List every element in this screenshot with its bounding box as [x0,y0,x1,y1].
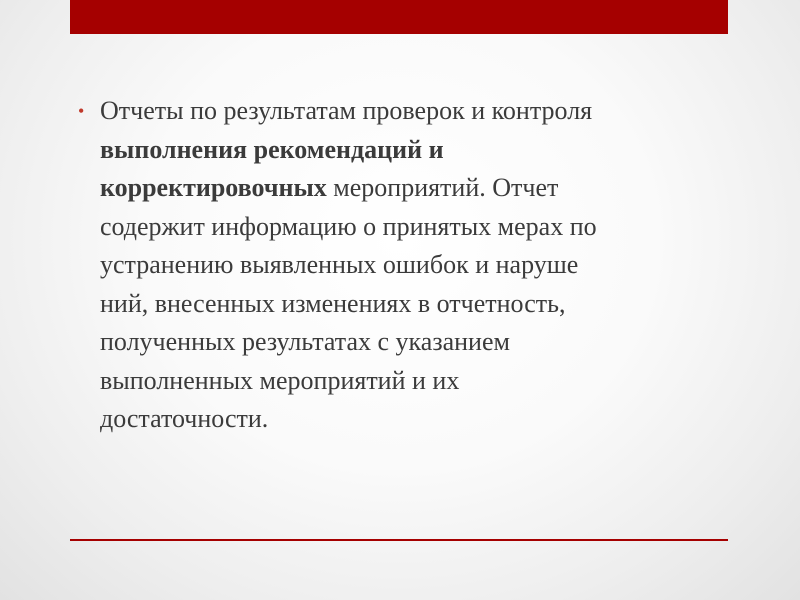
text-run: выполненных мероприятий и их [100,365,460,395]
text-run: ний, внесенных изменениях в отчетность, [100,288,566,318]
text-run-bold: выполнения рекомендаций и [100,134,444,164]
bottom-divider [70,539,728,541]
line-3 [100,169,712,208]
slide-content [72,92,712,439]
text-run: содержит информацию о принятых мерах по [100,211,597,241]
text-run: Отчеты по результатам проверок и контроля [100,96,593,125]
text-run-bold: корректировочных [100,173,327,202]
line-1 [100,92,712,131]
bullet-icon: • [78,101,85,121]
line-4 [100,208,712,247]
bullet-item [72,92,712,439]
line-8 [100,362,712,401]
text-run: устранению выявленных ошибок и наруше [100,250,579,279]
line-5 [100,246,712,285]
line-2 [100,131,712,170]
line-9 [100,400,712,439]
top-accent-bar [70,0,728,34]
line-7 [100,323,712,362]
text-run: достаточности. [100,404,269,433]
line-6 [100,285,712,324]
text-run: полученных результатах с указанием [100,327,510,356]
text-run: мероприятий. Отчет [326,173,559,202]
